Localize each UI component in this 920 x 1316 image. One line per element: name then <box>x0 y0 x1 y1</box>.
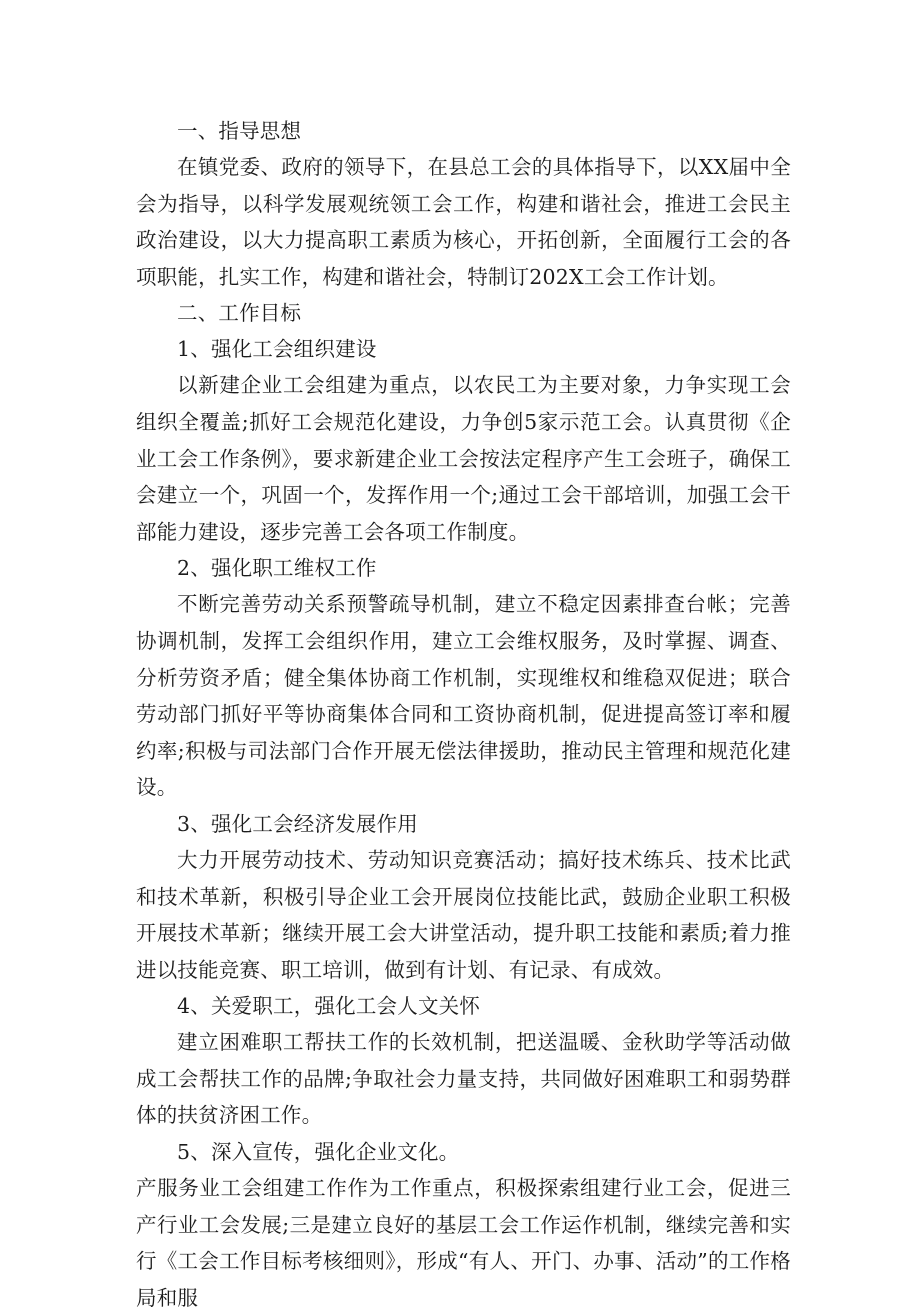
paragraph-worker-rights: 不断完善劳动关系预警疏导机制，建立不稳定因素排查台帐；完善协调机制，发挥工会组织作用，建立工会维权服务，及时掌握、调查、分析劳资矛盾；健全集体协商工作机制，实现维权和维稳双促进；联合劳动部门抓好平等协商集体合同和工资协商机制，促进提高签订率和履约率;积极与司法部门合作开展无偿法律援助，推动民主管理和规范化建设。 <box>136 592 791 800</box>
subheading-worker-rights: 2、强化职工维权工作 <box>177 556 377 581</box>
paragraph-union-organization: 以新建企业工会组建为重点，以农民工为主要对象，力争实现工会组织全覆盖;抓好工会规范化建设，力争创5家示范工会。认真贯彻《企业工会工作条例》，要求新建企业工会按法定程序产生工会班子，确保工会建立一个，巩固一个，发挥作用一个;通过工会干部培训，加强工会干部能力建设，逐步完善工会各项工作制度。 <box>136 373 791 544</box>
subheading-caring-for-workers: 4、关爱职工，强化工会人文关怀 <box>177 994 481 1019</box>
subheading-union-organization: 1、强化工会组织建设 <box>177 337 377 362</box>
section-heading-guiding-ideology: 一、指导思想 <box>177 119 302 143</box>
document-body <box>136 113 791 1316</box>
paragraph-caring-for-workers: 建立困难职工帮扶工作的长效机制，把送温暖、金秋助学等活动做成工会帮扶工作的品牌;争取社会力量支持，共同做好困难职工和弱势群体的扶贫济困工作。 <box>136 1030 791 1128</box>
paragraph-service-industry-unions: 产服务业工会组建工作作为工作重点，积极探索组建行业工会，促进三产行业工会发展;三是建立良好的基层工会工作运作机制，继续完善和实行《工会工作目标考核细则》，形成“有人、开门、办事、活动”的工作格局和服 <box>136 1176 791 1310</box>
section-heading-work-goals: 二、工作目标 <box>177 301 302 326</box>
subheading-enterprise-culture: 5、深入宣传，强化企业文化。 <box>177 1140 460 1165</box>
subheading-economic-development: 3、强化工会经济发展作用 <box>177 811 418 836</box>
paragraph-guiding-ideology: 在镇党委、政府的领导下，在县总工会的具体指导下，以XX届中全会为指导，以科学发展观统领工会工作，构建和谐社会，推进工会民主政治建设，以大力提高职工素质为核心，开拓创新，全面履行工会的各项职能，扎实工作，构建和谐社会，特制订202X工会工作计划。 <box>136 155 791 289</box>
paragraph-economic-development: 大力开展劳动技术、劳动知识竞赛活动；搞好技术练兵、技术比武和技术革新，积极引导企业工会开展岗位技能比武，鼓励企业职工积极开展技术革新；继续开展工会大讲堂活动，提升职工技能和素质;着力推进以技能竞赛、职工培训，做到有计划、有记录、有成效。 <box>136 847 791 982</box>
